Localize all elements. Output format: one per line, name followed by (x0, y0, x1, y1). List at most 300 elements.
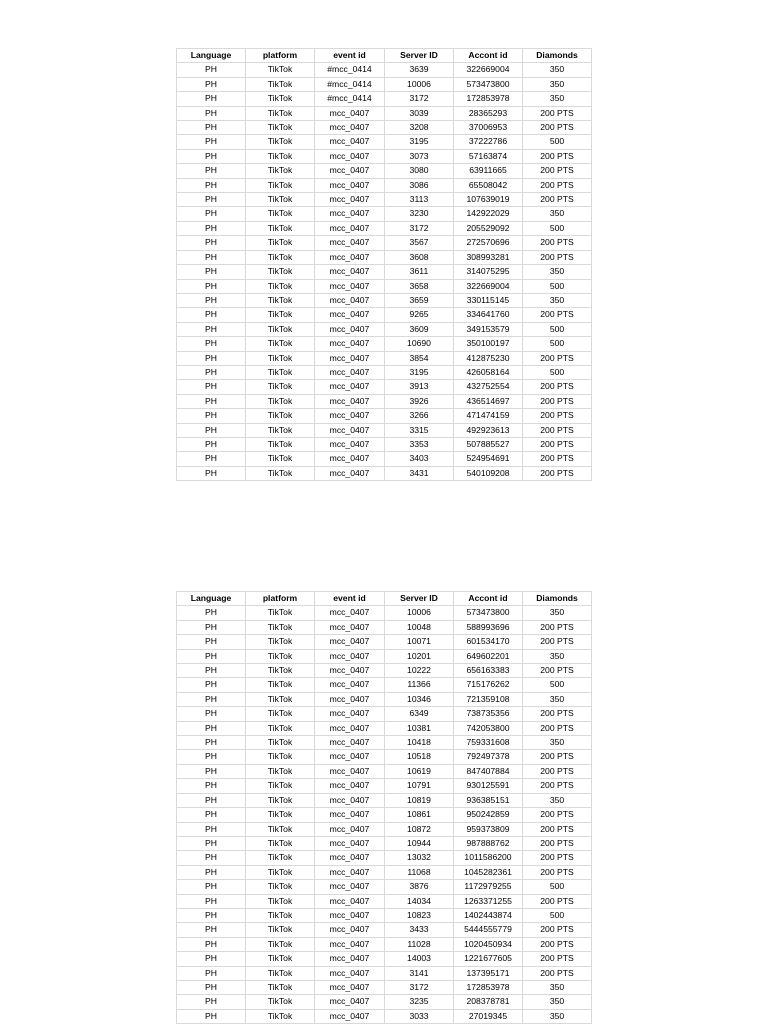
cell-account-id: 656163383 (454, 664, 523, 678)
cell-event-id: mcc_0407 (315, 635, 385, 649)
cell-language: PH (177, 764, 246, 778)
cell-server-id: 10006 (385, 77, 454, 91)
cell-platform: TikTok (246, 649, 315, 663)
cell-diamonds: 200 PTS (523, 952, 592, 966)
cell-platform: TikTok (246, 923, 315, 937)
cell-language: PH (177, 952, 246, 966)
cell-diamonds: 200 PTS (523, 865, 592, 879)
table-row (177, 106, 592, 120)
cell-language: PH (177, 322, 246, 336)
cell-account-id: 588993696 (454, 620, 523, 634)
cell-server-id: 3608 (385, 250, 454, 264)
cell-event-id: mcc_0407 (315, 649, 385, 663)
cell-account-id: 142922029 (454, 207, 523, 221)
cell-diamonds: 350 (523, 736, 592, 750)
cell-platform: TikTok (246, 822, 315, 836)
cell-language: PH (177, 908, 246, 922)
cell-language: PH (177, 178, 246, 192)
cell-platform: TikTok (246, 207, 315, 221)
cell-diamonds: 200 PTS (523, 409, 592, 423)
table-row (177, 620, 592, 634)
cell-account-id: 1263371255 (454, 894, 523, 908)
cell-language: PH (177, 193, 246, 207)
cell-account-id: 412875230 (454, 351, 523, 365)
cell-event-id: mcc_0407 (315, 106, 385, 120)
cell-server-id: 3208 (385, 121, 454, 135)
cell-account-id: 742053800 (454, 721, 523, 735)
table-row (177, 437, 592, 451)
cell-event-id: mcc_0407 (315, 606, 385, 620)
cell-platform: TikTok (246, 851, 315, 865)
table-row (177, 721, 592, 735)
cell-diamonds: 200 PTS (523, 236, 592, 250)
cell-language: PH (177, 980, 246, 994)
data-table-2 (176, 591, 592, 1024)
cell-account-id: 28365293 (454, 106, 523, 120)
table-row (177, 149, 592, 163)
table-row (177, 980, 592, 994)
cell-server-id: 10071 (385, 635, 454, 649)
cell-server-id: 3073 (385, 149, 454, 163)
cell-platform: TikTok (246, 351, 315, 365)
cell-event-id: mcc_0407 (315, 221, 385, 235)
cell-language: PH (177, 721, 246, 735)
table-row (177, 923, 592, 937)
table-row (177, 793, 592, 807)
cell-platform: TikTok (246, 707, 315, 721)
cell-server-id: 10418 (385, 736, 454, 750)
cell-server-id: 3854 (385, 351, 454, 365)
cell-diamonds: 200 PTS (523, 106, 592, 120)
cell-platform: TikTok (246, 250, 315, 264)
cell-diamonds: 500 (523, 221, 592, 235)
table-row (177, 764, 592, 778)
table-row (177, 779, 592, 793)
cell-server-id: 3113 (385, 193, 454, 207)
cell-platform: TikTok (246, 322, 315, 336)
cell-server-id: 10823 (385, 908, 454, 922)
cell-language: PH (177, 865, 246, 879)
cell-language: PH (177, 265, 246, 279)
cell-event-id: mcc_0407 (315, 707, 385, 721)
cell-account-id: 573473800 (454, 77, 523, 91)
cell-account-id: 471474159 (454, 409, 523, 423)
cell-server-id: 3235 (385, 995, 454, 1009)
cell-language: PH (177, 135, 246, 149)
cell-event-id: #mcc_0414 (315, 63, 385, 77)
cell-account-id: 524954691 (454, 452, 523, 466)
cell-diamonds: 350 (523, 293, 592, 307)
cell-diamonds: 200 PTS (523, 164, 592, 178)
cell-account-id: 959373809 (454, 822, 523, 836)
cell-account-id: 1402443874 (454, 908, 523, 922)
cell-event-id: mcc_0407 (315, 207, 385, 221)
cell-diamonds: 350 (523, 980, 592, 994)
cell-server-id: 3567 (385, 236, 454, 250)
cell-language: PH (177, 937, 246, 951)
cell-event-id: mcc_0407 (315, 337, 385, 351)
header-platform: platform (246, 49, 315, 63)
cell-diamonds: 350 (523, 265, 592, 279)
cell-platform: TikTok (246, 106, 315, 120)
table-row (177, 380, 592, 394)
cell-event-id: mcc_0407 (315, 351, 385, 365)
cell-platform: TikTok (246, 193, 315, 207)
cell-language: PH (177, 923, 246, 937)
cell-account-id: 426058164 (454, 365, 523, 379)
cell-account-id: 5444555779 (454, 923, 523, 937)
cell-diamonds: 200 PTS (523, 923, 592, 937)
cell-account-id: 492923613 (454, 423, 523, 437)
cell-account-id: 137395171 (454, 966, 523, 980)
cell-diamonds: 200 PTS (523, 121, 592, 135)
cell-server-id: 10690 (385, 337, 454, 351)
cell-account-id: 314075295 (454, 265, 523, 279)
cell-server-id: 3172 (385, 980, 454, 994)
cell-account-id: 987888762 (454, 836, 523, 850)
cell-diamonds: 500 (523, 135, 592, 149)
cell-event-id: mcc_0407 (315, 750, 385, 764)
cell-language: PH (177, 779, 246, 793)
cell-server-id: 10619 (385, 764, 454, 778)
table-row (177, 265, 592, 279)
cell-event-id: mcc_0407 (315, 149, 385, 163)
cell-diamonds: 200 PTS (523, 620, 592, 634)
cell-language: PH (177, 92, 246, 106)
header-event-id: event id (315, 49, 385, 63)
cell-server-id: 3039 (385, 106, 454, 120)
cell-platform: TikTok (246, 466, 315, 480)
table-row (177, 164, 592, 178)
cell-event-id: #mcc_0414 (315, 77, 385, 91)
cell-account-id: 432752554 (454, 380, 523, 394)
cell-platform: TikTok (246, 92, 315, 106)
table-row (177, 221, 592, 235)
cell-account-id: 322669004 (454, 279, 523, 293)
cell-account-id: 507885527 (454, 437, 523, 451)
cell-server-id: 10518 (385, 750, 454, 764)
cell-event-id: mcc_0407 (315, 423, 385, 437)
cell-account-id: 37222786 (454, 135, 523, 149)
cell-diamonds: 500 (523, 322, 592, 336)
cell-language: PH (177, 121, 246, 135)
cell-event-id: mcc_0407 (315, 164, 385, 178)
cell-diamonds: 350 (523, 649, 592, 663)
cell-language: PH (177, 736, 246, 750)
cell-event-id: mcc_0407 (315, 966, 385, 980)
table-row (177, 822, 592, 836)
cell-platform: TikTok (246, 894, 315, 908)
cell-account-id: 308993281 (454, 250, 523, 264)
cell-event-id: mcc_0407 (315, 250, 385, 264)
cell-diamonds: 350 (523, 207, 592, 221)
table-row (177, 279, 592, 293)
header-server-id: Server ID (385, 49, 454, 63)
cell-diamonds: 200 PTS (523, 808, 592, 822)
cell-account-id: 715176262 (454, 678, 523, 692)
cell-diamonds: 200 PTS (523, 894, 592, 908)
cell-server-id: 3266 (385, 409, 454, 423)
cell-language: PH (177, 894, 246, 908)
cell-language: PH (177, 664, 246, 678)
cell-diamonds: 200 PTS (523, 707, 592, 721)
cell-diamonds: 200 PTS (523, 351, 592, 365)
cell-platform: TikTok (246, 221, 315, 235)
cell-account-id: 1172979255 (454, 880, 523, 894)
cell-server-id: 3086 (385, 178, 454, 192)
table-row (177, 121, 592, 135)
cell-platform: TikTok (246, 937, 315, 951)
cell-platform: TikTok (246, 149, 315, 163)
cell-event-id: mcc_0407 (315, 308, 385, 322)
cell-account-id: 334641760 (454, 308, 523, 322)
cell-platform: TikTok (246, 437, 315, 451)
cell-language: PH (177, 236, 246, 250)
cell-server-id: 3876 (385, 880, 454, 894)
cell-server-id: 3913 (385, 380, 454, 394)
cell-platform: TikTok (246, 337, 315, 351)
cell-platform: TikTok (246, 736, 315, 750)
cell-account-id: 1011586200 (454, 851, 523, 865)
cell-diamonds: 500 (523, 365, 592, 379)
cell-event-id: mcc_0407 (315, 394, 385, 408)
cell-server-id: 14034 (385, 894, 454, 908)
cell-language: PH (177, 337, 246, 351)
header-diamonds: Diamonds (523, 49, 592, 63)
cell-server-id: 10944 (385, 836, 454, 850)
table-row (177, 908, 592, 922)
header-row (177, 592, 592, 606)
cell-event-id: mcc_0407 (315, 980, 385, 994)
cell-diamonds: 500 (523, 337, 592, 351)
cell-platform: TikTok (246, 423, 315, 437)
cell-server-id: 3230 (385, 207, 454, 221)
cell-server-id: 3658 (385, 279, 454, 293)
cell-language: PH (177, 164, 246, 178)
cell-event-id: mcc_0407 (315, 265, 385, 279)
cell-language: PH (177, 63, 246, 77)
table-row (177, 308, 592, 322)
cell-language: PH (177, 620, 246, 634)
cell-event-id: mcc_0407 (315, 620, 385, 634)
cell-event-id: mcc_0407 (315, 193, 385, 207)
cell-event-id: mcc_0407 (315, 793, 385, 807)
cell-account-id: 1221677605 (454, 952, 523, 966)
table-row (177, 394, 592, 408)
table-row (177, 966, 592, 980)
cell-server-id: 10819 (385, 793, 454, 807)
header-platform: platform (246, 592, 315, 606)
cell-diamonds: 200 PTS (523, 394, 592, 408)
cell-server-id: 3195 (385, 135, 454, 149)
cell-event-id: mcc_0407 (315, 822, 385, 836)
cell-platform: TikTok (246, 764, 315, 778)
cell-language: PH (177, 106, 246, 120)
header-event-id: event id (315, 592, 385, 606)
cell-server-id: 3172 (385, 92, 454, 106)
cell-platform: TikTok (246, 409, 315, 423)
table-row (177, 423, 592, 437)
cell-server-id: 3433 (385, 923, 454, 937)
cell-diamonds: 200 PTS (523, 966, 592, 980)
cell-language: PH (177, 635, 246, 649)
cell-platform: TikTok (246, 121, 315, 135)
cell-account-id: 649602201 (454, 649, 523, 663)
cell-language: PH (177, 692, 246, 706)
cell-account-id: 63911665 (454, 164, 523, 178)
table-row (177, 337, 592, 351)
cell-account-id: 792497378 (454, 750, 523, 764)
cell-account-id: 573473800 (454, 606, 523, 620)
cell-language: PH (177, 966, 246, 980)
cell-server-id: 3141 (385, 966, 454, 980)
cell-server-id: 10201 (385, 649, 454, 663)
cell-language: PH (177, 793, 246, 807)
cell-event-id: mcc_0407 (315, 437, 385, 451)
table-row (177, 351, 592, 365)
cell-server-id: 10861 (385, 808, 454, 822)
cell-account-id: 349153579 (454, 322, 523, 336)
cell-event-id: mcc_0407 (315, 678, 385, 692)
data-table-1 (176, 48, 592, 481)
cell-account-id: 107639019 (454, 193, 523, 207)
cell-server-id: 3315 (385, 423, 454, 437)
cell-server-id: 3639 (385, 63, 454, 77)
cell-platform: TikTok (246, 308, 315, 322)
cell-language: PH (177, 77, 246, 91)
cell-server-id: 3172 (385, 221, 454, 235)
table-row (177, 707, 592, 721)
cell-diamonds: 200 PTS (523, 466, 592, 480)
cell-diamonds: 500 (523, 908, 592, 922)
cell-event-id: mcc_0407 (315, 293, 385, 307)
cell-server-id: 11028 (385, 937, 454, 951)
cell-diamonds: 200 PTS (523, 423, 592, 437)
cell-server-id: 10381 (385, 721, 454, 735)
cell-diamonds: 200 PTS (523, 452, 592, 466)
header-language: Language (177, 49, 246, 63)
header-row (177, 49, 592, 63)
table-row (177, 995, 592, 1009)
cell-server-id: 10048 (385, 620, 454, 634)
cell-language: PH (177, 437, 246, 451)
header-account-id: Accont id (454, 49, 523, 63)
table-row (177, 635, 592, 649)
cell-event-id: mcc_0407 (315, 808, 385, 822)
cell-language: PH (177, 308, 246, 322)
cell-platform: TikTok (246, 836, 315, 850)
cell-server-id: 3403 (385, 452, 454, 466)
cell-account-id: 205529092 (454, 221, 523, 235)
cell-diamonds: 500 (523, 279, 592, 293)
cell-platform: TikTok (246, 678, 315, 692)
header-diamonds: Diamonds (523, 592, 592, 606)
cell-account-id: 930125591 (454, 779, 523, 793)
cell-account-id: 172853978 (454, 92, 523, 106)
cell-server-id: 11366 (385, 678, 454, 692)
cell-language: PH (177, 394, 246, 408)
cell-event-id: mcc_0407 (315, 236, 385, 250)
cell-account-id: 950242859 (454, 808, 523, 822)
cell-account-id: 738735356 (454, 707, 523, 721)
cell-diamonds: 200 PTS (523, 851, 592, 865)
cell-language: PH (177, 750, 246, 764)
cell-platform: TikTok (246, 164, 315, 178)
cell-server-id: 9265 (385, 308, 454, 322)
cell-event-id: mcc_0407 (315, 279, 385, 293)
cell-diamonds: 200 PTS (523, 437, 592, 451)
header-server-id: Server ID (385, 592, 454, 606)
cell-event-id: mcc_0407 (315, 937, 385, 951)
cell-account-id: 172853978 (454, 980, 523, 994)
cell-event-id: mcc_0407 (315, 908, 385, 922)
table-row (177, 894, 592, 908)
cell-diamonds: 200 PTS (523, 937, 592, 951)
cell-server-id: 10872 (385, 822, 454, 836)
cell-account-id: 721359108 (454, 692, 523, 706)
cell-platform: TikTok (246, 664, 315, 678)
cell-account-id: 37006953 (454, 121, 523, 135)
cell-platform: TikTok (246, 265, 315, 279)
table-row (177, 236, 592, 250)
cell-language: PH (177, 606, 246, 620)
cell-event-id: mcc_0407 (315, 380, 385, 394)
cell-diamonds: 200 PTS (523, 250, 592, 264)
table-row (177, 92, 592, 106)
cell-language: PH (177, 808, 246, 822)
table-row (177, 736, 592, 750)
cell-platform: TikTok (246, 452, 315, 466)
cell-platform: TikTok (246, 808, 315, 822)
cell-diamonds: 350 (523, 77, 592, 91)
cell-language: PH (177, 250, 246, 264)
cell-event-id: mcc_0407 (315, 365, 385, 379)
table-row (177, 409, 592, 423)
cell-diamonds: 200 PTS (523, 836, 592, 850)
cell-event-id: #mcc_0414 (315, 92, 385, 106)
cell-server-id: 3611 (385, 265, 454, 279)
cell-server-id: 3195 (385, 365, 454, 379)
cell-event-id: mcc_0407 (315, 178, 385, 192)
cell-platform: TikTok (246, 293, 315, 307)
cell-platform: TikTok (246, 63, 315, 77)
cell-platform: TikTok (246, 178, 315, 192)
cell-platform: TikTok (246, 380, 315, 394)
cell-account-id: 436514697 (454, 394, 523, 408)
cell-language: PH (177, 822, 246, 836)
cell-account-id: 759331608 (454, 736, 523, 750)
cell-diamonds: 200 PTS (523, 178, 592, 192)
cell-language: PH (177, 365, 246, 379)
cell-account-id: 936385151 (454, 793, 523, 807)
cell-event-id: mcc_0407 (315, 865, 385, 879)
cell-server-id: 10791 (385, 779, 454, 793)
cell-diamonds: 200 PTS (523, 380, 592, 394)
cell-server-id: 13032 (385, 851, 454, 865)
cell-event-id: mcc_0407 (315, 923, 385, 937)
cell-account-id: 57163874 (454, 149, 523, 163)
cell-language: PH (177, 678, 246, 692)
cell-event-id: mcc_0407 (315, 1009, 385, 1023)
table-row (177, 606, 592, 620)
cell-event-id: mcc_0407 (315, 466, 385, 480)
cell-event-id: mcc_0407 (315, 121, 385, 135)
table-row (177, 452, 592, 466)
cell-diamonds: 500 (523, 678, 592, 692)
cell-event-id: mcc_0407 (315, 995, 385, 1009)
cell-diamonds: 200 PTS (523, 193, 592, 207)
cell-language: PH (177, 409, 246, 423)
